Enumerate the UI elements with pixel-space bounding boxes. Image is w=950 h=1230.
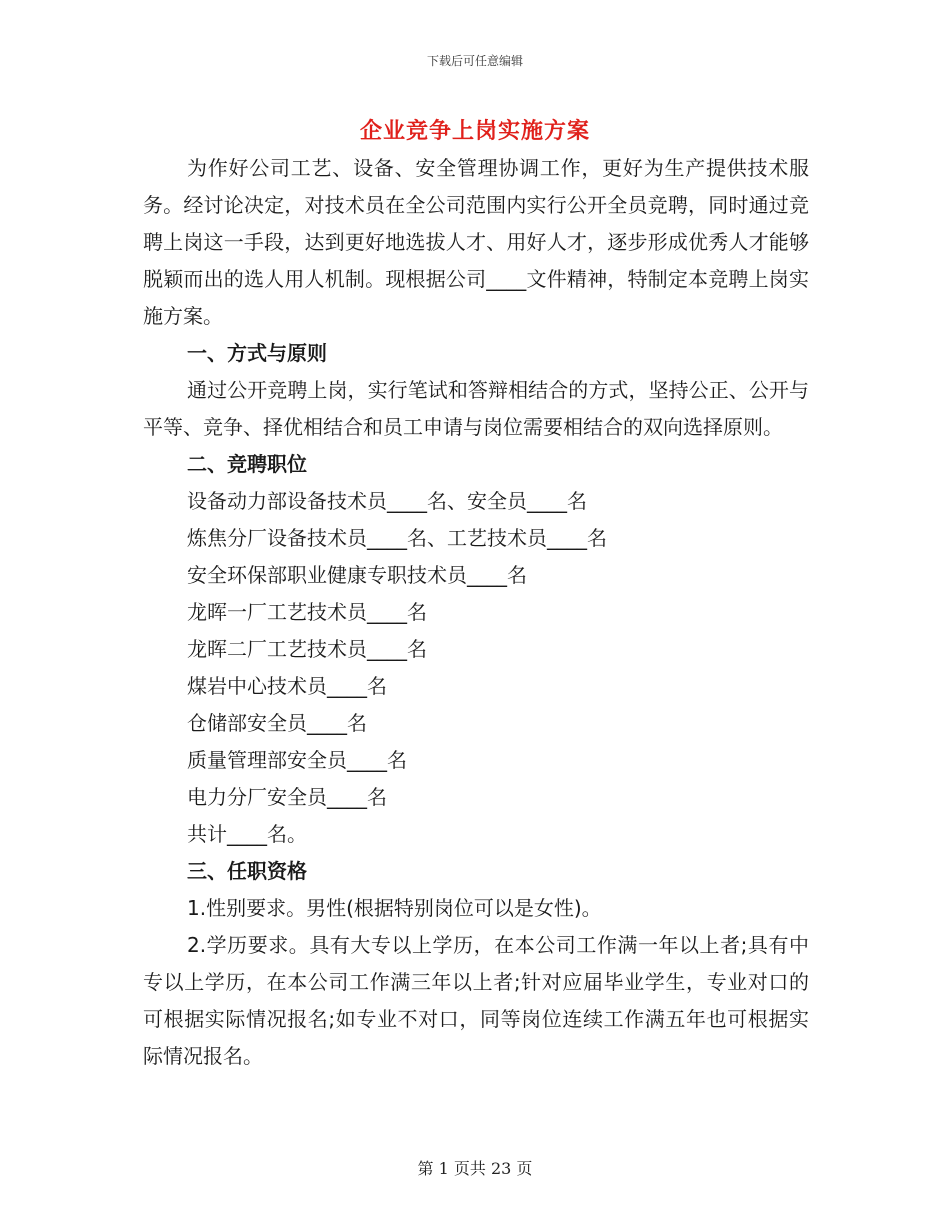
page-header-note: 下载后可任意编辑 — [426, 54, 523, 68]
position-item: 仓储部安全员____名 — [187, 711, 367, 735]
section-1-paragraph: 通过公开竞聘上岗，实行笔试和答辩相结合的方式，坚持公正、公开与平等、竞争、择优相结合和员工申请与岗位需要相结合的双向选择原则。 — [143, 378, 809, 439]
position-item: 龙晖一厂工艺技术员____名 — [187, 600, 427, 624]
page-number: 第 1 页共 23 页 — [417, 1159, 533, 1178]
position-item: 龙晖二厂工艺技术员____名 — [187, 637, 427, 661]
position-item: 电力分厂安全员____名 — [187, 785, 387, 809]
section-heading-3: 三、任职资格 — [187, 859, 307, 883]
position-item: 设备动力部设备技术员____名、安全员____名 — [187, 489, 587, 513]
section-heading-2: 二、竞聘职位 — [187, 452, 307, 476]
intro-paragraph: 为作好公司工艺、设备、安全管理协调工作，更好为生产提供技术服务。经讨论决定，对技术员在全公司范围内实行公开全员竞聘，同时通过竞聘上岗这一手段，达到更好地选拔人才、用好人才，逐步形成优秀人才能够脱颖而出的选人用人机制。现根据公司____文件精神，特制定本竞聘上岗实施方案。 — [143, 156, 809, 328]
position-item: 质量管理部安全员____名 — [187, 748, 407, 772]
qualification-item: 2.学历要求。具有大专以上学历，在本公司工作满一年以上者;具有中专以上学历，在本公司工作满三年以上者;针对应届毕业学生，专业对口的可根据实际情况报名;如专业不对口，同等岗位连续工作满五年也可根据实际情况报名。 — [143, 933, 809, 1068]
qualification-item: 1.性别要求。男性(根据特别岗位可以是女性)。 — [187, 896, 602, 920]
position-total: 共计____名。 — [187, 822, 307, 846]
position-item: 煤岩中心技术员____名 — [187, 674, 387, 698]
document-title: 企业竞争上岗实施方案 — [359, 119, 590, 144]
position-item: 安全环保部职业健康专职技术员____名 — [187, 563, 527, 587]
section-heading-1: 一、方式与原则 — [187, 341, 327, 365]
position-item: 炼焦分厂设备技术员____名、工艺技术员____名 — [187, 526, 607, 550]
document-body — [143, 150, 809, 1075]
